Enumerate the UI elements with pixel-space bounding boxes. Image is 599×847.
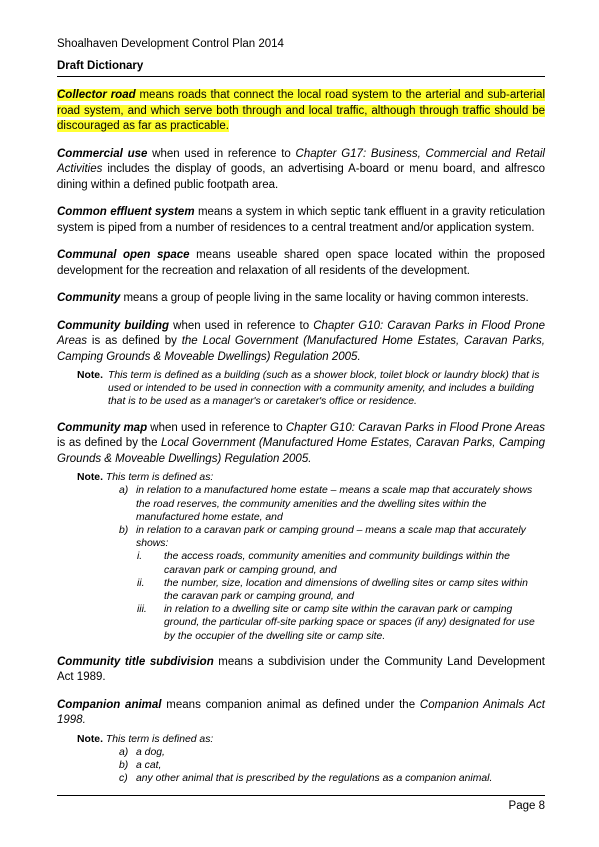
term: Community title subdivision bbox=[57, 655, 214, 668]
definition: means useable shared open space located within the proposed development for the recreation and relaxation of all residents of the development. bbox=[57, 249, 545, 277]
entry-community-title-subdivision bbox=[57, 655, 545, 686]
list-text: a dog, bbox=[136, 746, 165, 758]
term: Communal open space bbox=[57, 249, 190, 261]
list-label: a) bbox=[119, 746, 129, 758]
term: Community map bbox=[57, 421, 148, 434]
chapter-reference: Chapter G17: Business, Commercial and Retail Activities bbox=[57, 147, 545, 175]
entry-community-building bbox=[57, 319, 545, 366]
entry-commercial-use bbox=[57, 147, 545, 194]
definition: means a group of people living in the same locality or having common interests. bbox=[120, 292, 529, 304]
list-text: the access roads, community amenities and community buildings within the caravan park or camping ground, and bbox=[164, 551, 510, 576]
regulation-reference: the Local Government (Manufactured Home Estates, Caravan Parks, Camping Grounds & Moveable Dwellings) Regulation 2005. bbox=[57, 335, 545, 363]
term: Common effluent system bbox=[57, 206, 195, 218]
dictionary-content bbox=[57, 88, 545, 798]
list-text: in relation to a dwelling site or camp site within the caravan park or camping ground, the particular off-site parking space or spaces (if any) designated for use by the occupier of the dwelling site or camp site. bbox=[164, 604, 535, 642]
chapter-reference: Chapter G10: Caravan Parks in Flood Prone Areas bbox=[57, 319, 545, 347]
list-item bbox=[57, 759, 545, 772]
list-label: iii. bbox=[137, 604, 147, 616]
chapter-reference: Chapter G10: Caravan Parks in Flood Prone Areas bbox=[285, 421, 546, 434]
entry-community bbox=[57, 291, 545, 307]
term: Commercial use bbox=[57, 147, 148, 160]
entry-common-effluent-system bbox=[57, 205, 545, 236]
note-row bbox=[57, 471, 545, 484]
definition-text: means companion animal as defined under the bbox=[161, 698, 420, 711]
list-label: i. bbox=[137, 551, 143, 563]
term: Community building bbox=[57, 319, 170, 332]
note-label: Note. bbox=[77, 733, 103, 745]
list-text: in relation to a caravan park or camping ground – means a scale map that accurately shows: bbox=[136, 524, 526, 550]
act-reference: Companion Animals Act 1998. bbox=[57, 698, 546, 727]
list-label: c) bbox=[119, 773, 128, 785]
entry-communal-open-space bbox=[57, 248, 545, 279]
definition-text: when used in reference to bbox=[147, 421, 286, 434]
note-label: Note. bbox=[77, 370, 103, 381]
note-text: This term is defined as: bbox=[105, 472, 214, 484]
list-text: in relation to a manufactured home estate – means a scale map that accurately shows the road reserves, the community amenities and the dwelling sites within the manufactured home estate, and bbox=[136, 485, 533, 523]
list-item bbox=[57, 746, 545, 759]
footer-divider bbox=[57, 795, 545, 796]
document-subtitle: Draft Dictionary bbox=[57, 60, 144, 72]
definition-text: is as defined by the bbox=[57, 437, 161, 450]
term: Collector road bbox=[57, 89, 136, 101]
entry-community-map bbox=[57, 421, 545, 468]
entry-companion-animal bbox=[57, 698, 545, 729]
list-label: b) bbox=[119, 524, 129, 536]
term: Companion animal bbox=[57, 698, 162, 711]
definition: means roads that connect the local road system to the arterial and sub-arterial road system, and which serve both through and local traffic, although through traffic should be discouraged as far as practicable. bbox=[57, 89, 545, 132]
definition-text: includes the display of goods, an advertising A-board or menu board, and alfresco dining within a defined public footpath area. bbox=[57, 163, 545, 191]
list-text: any other animal that is prescribed by the regulations as a companion animal. bbox=[136, 773, 493, 785]
list-text: a cat, bbox=[136, 760, 162, 772]
term: Community bbox=[57, 292, 121, 304]
note-row bbox=[57, 733, 545, 746]
regulation-reference: Local Government (Manufactured Home Estates, Caravan Parks, Camping Grounds & Moveable Dwellings) Regulation 2005. bbox=[57, 437, 545, 465]
sub-list-item bbox=[57, 550, 545, 576]
note-label: Note. bbox=[77, 472, 103, 484]
list-text: the number, size, location and dimensions of dwelling sites or camp sites within the caravan park or camping ground, and bbox=[164, 577, 528, 602]
list-item bbox=[57, 524, 545, 550]
list-label: b) bbox=[119, 760, 129, 772]
definition: means a system in which septic tank effluent in a gravity reticulation system is piped from a number of residences to a central treatment and/or application system. bbox=[57, 206, 545, 234]
page-number: Page 8 bbox=[508, 800, 545, 812]
definition: means a subdivision under the Community Land Development Act 1989. bbox=[57, 655, 545, 684]
list-label: ii. bbox=[137, 577, 145, 589]
list-item bbox=[57, 772, 545, 785]
definition-text: is as defined by bbox=[87, 335, 182, 347]
note-community-map bbox=[57, 471, 545, 643]
list-label: a) bbox=[119, 485, 129, 497]
definition-text: when used in reference to bbox=[147, 147, 296, 160]
note-community-building bbox=[57, 369, 545, 409]
sub-list-item bbox=[57, 603, 545, 643]
highlight bbox=[57, 89, 545, 132]
note-text: This term is defined as a building (such as a shower block, toilet block or laundry block) that is used or intended to be used in connection with a community amenity, and includes a building that is to be used as a manager's or caretaker's office or residence. bbox=[108, 370, 540, 408]
sub-list-item bbox=[57, 577, 545, 603]
note-text: This term is defined as: bbox=[105, 733, 214, 745]
note-companion-animal bbox=[57, 733, 545, 786]
list-item bbox=[57, 484, 545, 524]
entry-collector-road bbox=[57, 88, 545, 135]
page-header bbox=[57, 36, 545, 74]
definition-text: when used in reference to bbox=[169, 319, 314, 332]
note-row bbox=[57, 369, 545, 409]
document-title: Shoalhaven Development Control Plan 2014 bbox=[57, 38, 284, 50]
header-divider bbox=[57, 76, 545, 77]
